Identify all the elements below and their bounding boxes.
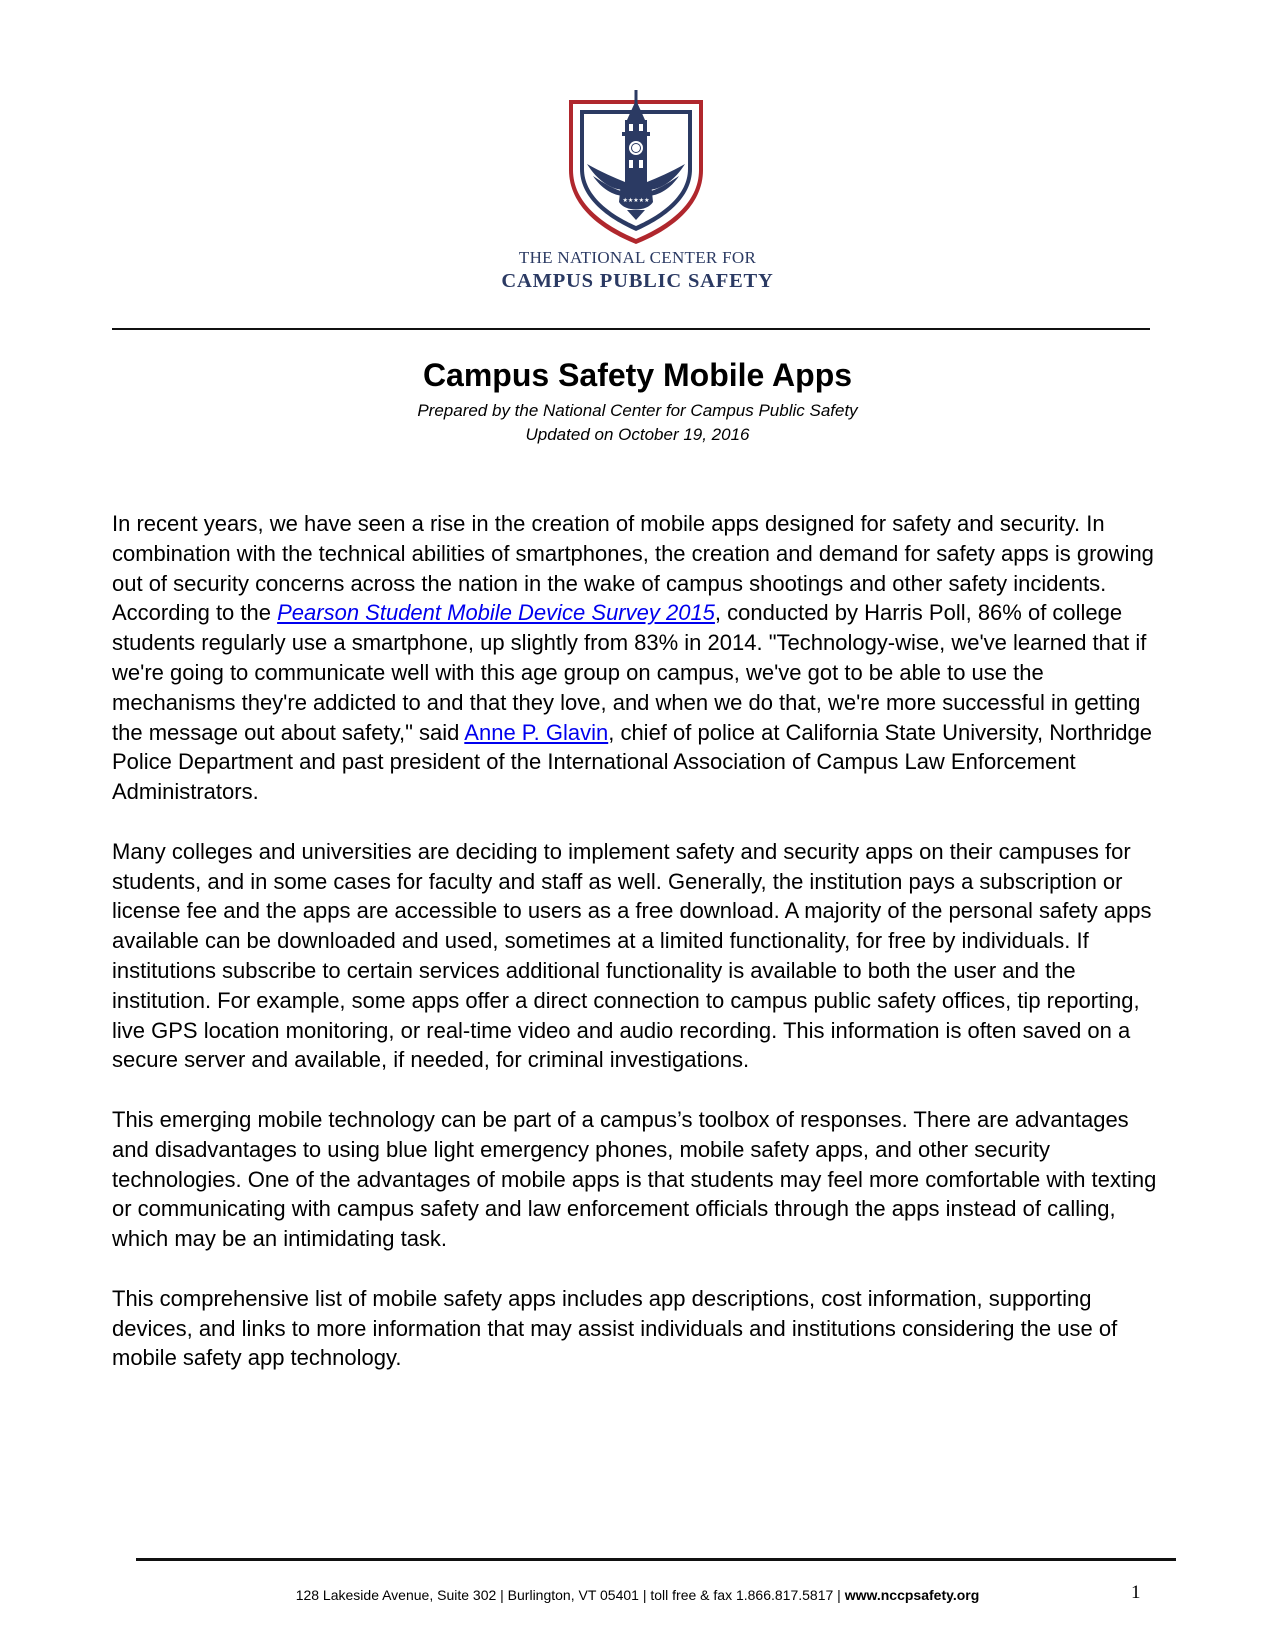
prepared-by: Prepared by the National Center for Campus Public Safety xyxy=(417,401,858,420)
organization-name-line1: THE NATIONAL CENTER FOR xyxy=(518,248,757,267)
anne-glavin-link[interactable]: Anne P. Glavin xyxy=(464,719,609,745)
updated-date: Updated on October 19, 2016 xyxy=(525,425,750,444)
svg-text:★★★★★: ★★★★★ xyxy=(622,197,650,204)
page-title: Campus Safety Mobile Apps xyxy=(422,357,853,393)
paragraph-4: This comprehensive list of mobile safety apps includes app descriptions, cost information, supporting devices, and links to more information that may assist individuals and institutions considering the use of mobile safety app technology. xyxy=(112,1285,1118,1371)
paragraph-1: In recent years, we have seen a rise in the creation of mobile apps designed for safety and security. In combination with the technical abilities of smartphones, the creation and demand for safety apps is growing out of security concerns across the nation in the wake of campus shootings and other safety incidents. According to the Pearson Student Mobile Device Survey 2015, conducted by Harris Poll, 86% of college students regularly use a smartphone, up slightly from 83% in 2014. "Technology-wise, we've learned that if we're going to communicate well with this age group on campus, we've got to be able to use the mechanisms they're addicted to and that they love, and when we do that, we're more successful in getting the message out about safety," said Anne P. Glavin, chief of police at California State University, Northridge Police Department and past president of the International Association of Campus Law Enforcement Administrators. xyxy=(112,511,1154,805)
clock-tower-eagle-shield-icon xyxy=(561,86,711,246)
header-divider xyxy=(112,328,1150,330)
document-body xyxy=(112,509,1162,1403)
paragraph-2: Many colleges and universities are deciding to implement safety and security apps on their campuses for students, and in some cases for faculty and staff as well. Generally, the institution pays a subscription or license fee and the apps are accessible to users as a free download. A majority of the personal safety apps available can be downloaded and used, sometimes at a limited functionality, for free by individuals. If institutions subscribe to certain services additional functionality is available to both the user and the institution. For example, some apps offer a direct connection to campus public safety offices, tip reporting, live GPS location monitoring, or real-time video and audio recording. This information is often saved on a secure server and available, if needed, for criminal investigations. xyxy=(112,838,1152,1073)
page-number: 1 xyxy=(1131,1582,1141,1603)
paragraph-3: This emerging mobile technology can be part of a campus’s toolbox of responses. There are advantages and disadvantages to using blue light emergency phones, mobile safety apps, and other security technologies. One of the advantages of mobile apps is that students may feel more comfortable with texting or communicating with campus safety and law enforcement officials through the apps instead of calling, which may be an intimidating task. xyxy=(112,1106,1157,1252)
footer-contact xyxy=(0,1587,1275,1603)
footer-website: www.nccpsafety.org xyxy=(844,1587,980,1603)
footer-divider xyxy=(136,1558,1176,1561)
footer-address: 128 Lakeside Avenue, Suite 302 | Burlington, VT 05401 | toll free & fax 1.866.817.5817 | xyxy=(295,1587,845,1603)
pearson-survey-link[interactable]: Pearson Student Mobile Device Survey 2015 xyxy=(277,600,715,626)
organization-name-line2: CAMPUS PUBLIC SAFETY xyxy=(501,270,774,292)
